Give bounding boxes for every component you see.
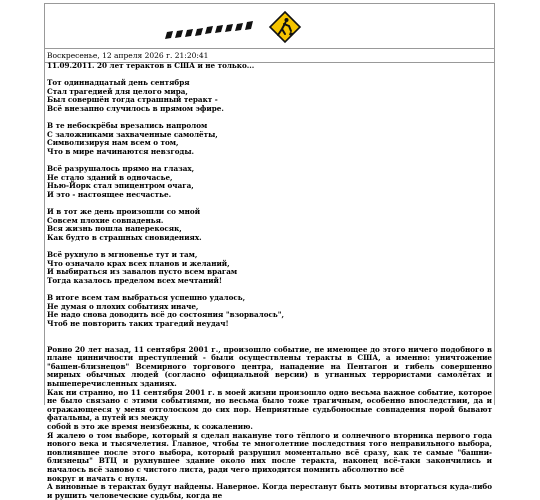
banner (45, 4, 494, 48)
stanza (47, 294, 492, 328)
date-line: Воскресенье, 12 апреля 2026 г. 21:20:41 (45, 48, 494, 63)
road-work-sign-icon (269, 11, 301, 47)
verse-line: Вся жизнь пошла наперекосяк, (47, 224, 182, 234)
prose-paragraph: собой в это же время неизбежны, к сожалению. (47, 421, 253, 431)
verse-line: Символизируя нам всем о том, (47, 138, 179, 148)
verse-line: Был совершён тогда страшный теракт - (47, 95, 218, 105)
verse-line: Совсем плохие совпаденья. (47, 215, 164, 225)
stanza (47, 79, 492, 113)
verse-line: Не стало зданий в одночасье, (47, 172, 173, 182)
verse-line: В те небоскрёбы врезались напролом (47, 121, 208, 131)
page-frame (44, 3, 495, 500)
stanza (47, 208, 492, 242)
article-title: 11.09.2011. 20 лет терактов в США и не только... (47, 61, 255, 70)
verse-line: Всё внезапно случилось в прямом эфире. (47, 103, 224, 113)
prose-paragraph: А виновные в терактах будут найдены. Наверное. Когда перестанут быть мотивы вторгаться куда-либо и рушить человеческие судьбы, когда не (47, 482, 492, 500)
verse-line: И выбираться из завалов пусто всем врагам (47, 267, 238, 277)
stanza (47, 122, 492, 156)
prose-paragraph: Я жалею о том выборе, который я сделал накануне того тёплого и солнечного вторника первого года нового века и тысячелетия. Главное, чтобы те многолетние последствия того неправильного выбора, повлиявшее после этого выбора, который разрушил моментально всё сразу, как те самые "башни-близнецы" ВТЦ и рухнувшее здание около них после теракта, наконец всё-таки закончились и началось всё заново с чистого листа, ради чего приходится помнить абсолютно всё (47, 430, 492, 474)
verse-line: Не надо снова доводить всё до состояния "взорвалось", (47, 310, 284, 320)
verse-line: Тогда казалось пределом всех мечтаний! (47, 275, 223, 285)
verse-line: Не думая о плохих событиях иначе, (47, 301, 199, 311)
verse-line: Всё разрушалось прямо на глазах, (47, 164, 195, 174)
prose-paragraph: вокруг и начать с нуля. (47, 473, 148, 483)
verse-line: Нью-Йорк стал эпицентром очага, (47, 181, 194, 191)
verse-line: И это - настоящее несчастье. (47, 189, 172, 199)
stanza (47, 165, 492, 199)
verse-line: Всё рухнуло в мгновенье тут и там, (47, 250, 198, 260)
prose-paragraph: Как ни странно, но 11 сентября 2001 г. в моей жизни произошло одно весьма важное событие, которое не было связано с этими событиями, но весьма было тоже трагичным, особенно впоследствии, да и отражающееся у меня отголоском до сих пор. Неприятные судьбоносные совпадения порой бывают фатальны, а путей из между (47, 387, 492, 423)
verse-line: Стал трагедией для целого мира, (47, 86, 188, 96)
verse-line: С заложниками захваченные самолёты, (47, 129, 218, 139)
verse-line: Чтоб не повторить таких трагедий неудач! (47, 318, 229, 328)
verse-line: В итоге всем там выбраться успешно удалось, (47, 293, 246, 303)
verse-line: И в тот же день произошли со мной (47, 207, 201, 217)
verse-line: Что в мире начинаются невзгоды. (47, 146, 195, 156)
construction-stripes-icon (165, 19, 257, 43)
verse-line: Как будто в страшных сновидениях. (47, 232, 202, 242)
article-body (47, 62, 492, 500)
verse-line: Тот одиннадцатый день сентября (47, 78, 190, 88)
stanza (47, 251, 492, 285)
verse-line: Что означало крах всех планов и желаний, (47, 258, 230, 268)
prose-paragraph: Ровно 20 лет назад, 11 сентября 2001 г., произошло событие, не имеющее до этого ничего подобного в плане цинничности преступлений - были осуществлены теракты в США, а именно: уничтожение "башен-близнецов" Всемирного торгового центра, нападение на Пентагон и гибель совершенно мирных обычных людей (согласно официальной версии) в угнанных террористами самолётах и вышеперечисленных зданиях. (47, 344, 492, 388)
